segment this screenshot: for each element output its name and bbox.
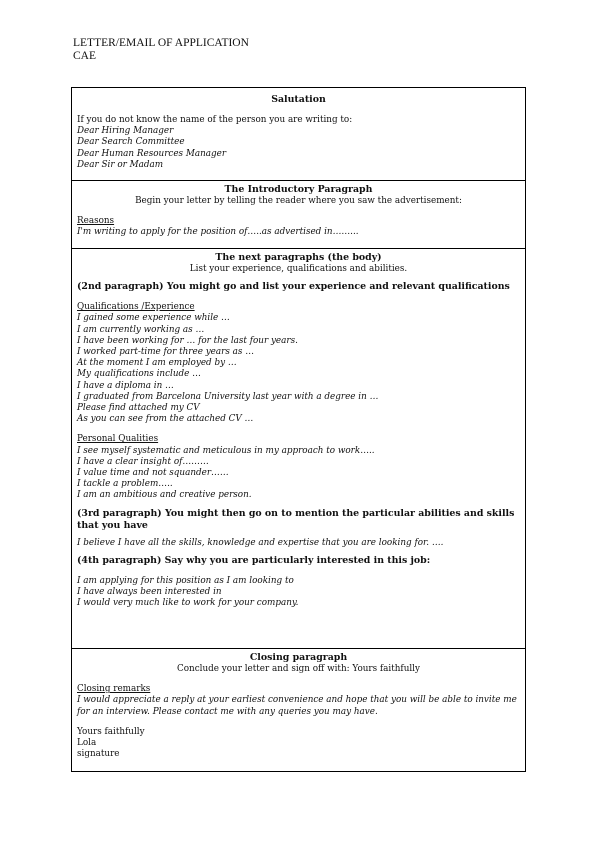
closing-remarks-line: I would appreciate a reply at your earliest convenience and hope that you will be able to invite me	[77, 695, 517, 706]
personal-quality-line: I tackle a problem…..	[77, 479, 173, 490]
document-header	[73, 37, 249, 63]
application-table	[71, 87, 526, 772]
qualification-line: I am currently working as …	[77, 324, 205, 335]
salutation-title: Salutation	[271, 94, 326, 105]
para4-line: I am applying for this position as I am looking to	[77, 575, 294, 586]
qualification-line: I graduated from Barcelona University last year with a degree in …	[77, 391, 379, 402]
para4-line: I have always been interested in	[77, 587, 222, 598]
reasons-label: Reasons	[77, 216, 115, 227]
salutation-option: Dear Hiring Manager	[77, 126, 174, 137]
body-section	[72, 252, 525, 609]
personal-quality-line: I value time and not squander……	[77, 468, 229, 479]
para3-text: I believe I have all the skills, knowledge and expertise that you are looking for. ….	[77, 537, 444, 548]
section-divider	[72, 180, 525, 181]
qualification-line: I have a diploma in …	[77, 380, 174, 391]
salutation-section	[72, 94, 525, 171]
para3-heading-line2: that you have	[77, 519, 148, 531]
body-instruction: List your experience, qualifications and abilities.	[189, 264, 408, 274]
personal-quality-line: I am an ambitious and creative person.	[77, 490, 252, 501]
closing-title: Closing paragraph	[249, 652, 348, 663]
para4-heading: (4th paragraph) Say why you are particularly interested in this job:	[77, 554, 431, 566]
qualification-line: At the moment I am employed by …	[77, 358, 237, 369]
introductory-title: The Introductory Paragraph	[224, 184, 373, 195]
signature: signature	[77, 749, 120, 760]
closing-remarks-label: Closing remarks	[77, 684, 151, 695]
salutation-intro: If you do not know the name of the person you are writing to:	[77, 115, 353, 125]
qualification-line: I gained some experience while …	[77, 313, 230, 324]
document-subtitle: CAE	[73, 50, 96, 62]
qualification-line: As you can see from the attached CV …	[77, 414, 254, 425]
introductory-instruction: Begin your letter by telling the reader where you saw the advertisement:	[135, 196, 462, 206]
personal-quality-line: I see myself systematic and meticulous in my approach to work…..	[77, 445, 375, 456]
closing-instruction: Conclude your letter and sign off with: Yours faithfully	[177, 664, 420, 674]
signoff: Yours faithfully	[77, 726, 145, 737]
closing-remarks-line: for an interview. Please contact me with any queries you may have.	[77, 706, 378, 717]
personal-qualities-label: Personal Qualities	[77, 434, 159, 445]
body-title: The next paragraphs (the body)	[215, 252, 382, 263]
qualification-line: My qualifications include …	[77, 369, 201, 380]
document-title: LETTER/EMAIL OF APPLICATION	[73, 37, 249, 49]
para4-line: I would very much like to work for your company.	[77, 598, 299, 609]
personal-quality-line: I have a clear insight of………	[77, 456, 209, 467]
salutation-option: Dear Sir or Madam	[77, 159, 164, 170]
qualification-line: I have been working for … for the last four years.	[77, 335, 298, 346]
closing-section	[72, 652, 525, 760]
para2-heading: (2nd paragraph) You might go and list your experience and relevant qualifications	[77, 281, 510, 293]
salutation-option: Dear Human Resources Manager	[77, 148, 227, 159]
para3-heading-line1: (3rd paragraph) You might then go on to mention the particular abilities and skills	[77, 507, 515, 519]
introductory-section	[72, 184, 525, 239]
qualification-line: I worked part-time for three years as …	[77, 347, 255, 358]
reasons-text: I'm writing to apply for the position of…..as advertised in……..	[77, 227, 356, 238]
section-divider	[72, 648, 525, 649]
qualifications-label: Qualifications /Experience	[77, 302, 195, 313]
qualification-line: Please find attached my CV	[77, 403, 200, 414]
section-divider	[72, 248, 525, 249]
salutation-option: Dear Search Committee	[77, 137, 185, 148]
reasons-mark: .	[355, 227, 359, 238]
sender-name: Lola	[77, 738, 97, 749]
